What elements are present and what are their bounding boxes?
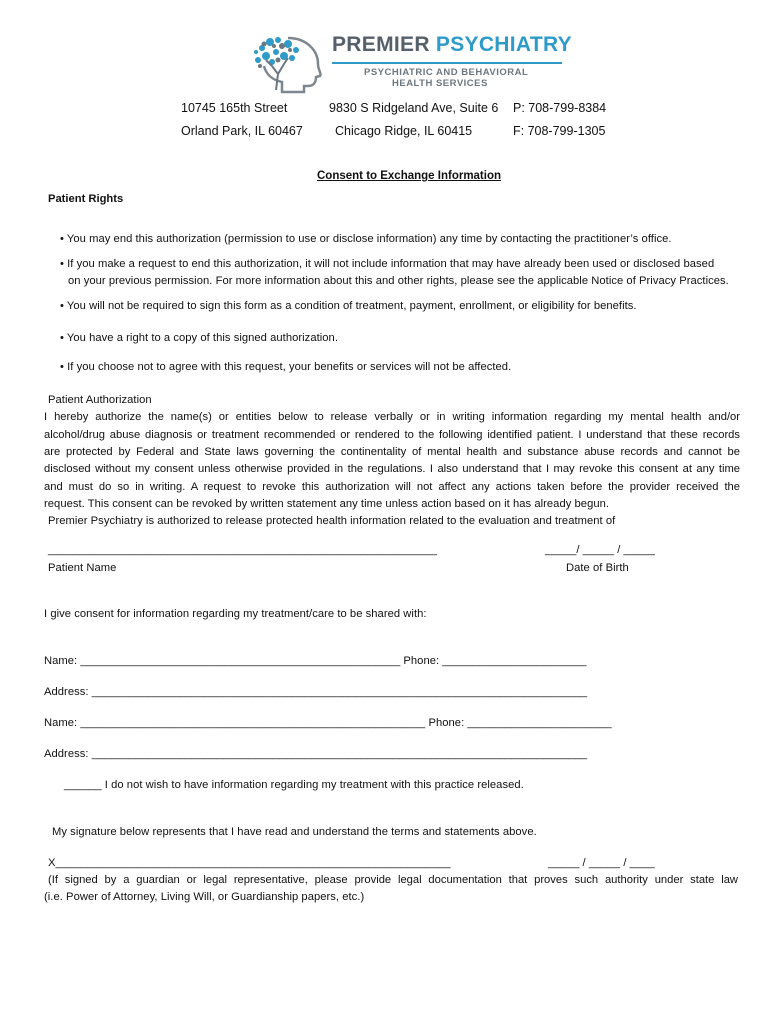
dob-label: Date of Birth bbox=[566, 562, 629, 574]
form-title: Consent to Exchange Information bbox=[317, 170, 502, 182]
recipient1-name-phone-field[interactable]: Name: ___________________________________________________ Phone: _______________________ bbox=[44, 655, 587, 667]
authorization-line: are protected by Federal and State laws governing the continentality of mental health and substance abuse records and cannot be bbox=[44, 446, 740, 458]
authorization-line: alcohol/drug abuse diagnosis or treatment recommended or rendered to the following identified patient. I understand that these records bbox=[44, 429, 740, 441]
right-item: • You have a right to a copy of this signed authorization. bbox=[60, 332, 338, 344]
tagline-line2: HEALTH SERVICES bbox=[392, 78, 488, 89]
office1-street: 10745 165th Street bbox=[181, 101, 288, 115]
release-statement: Premier Psychiatry is authorized to release protected health information related to the evaluation and treatment of bbox=[48, 515, 616, 527]
authorization-line: disclosed without my consent unless otherwise provided in the regulations. I also understand that I may revoke this consent at any time bbox=[44, 463, 740, 475]
opt-out-option[interactable]: ______ I do not wish to have information regarding my treatment with this practice released. bbox=[64, 779, 524, 791]
signature-field[interactable]: X_______________________________________________________________ bbox=[48, 857, 451, 869]
authorization-line: and must do so in writing. A request to revoke this authorization will not affect any actions taken before the provider received the bbox=[44, 481, 740, 493]
patient-rights-heading: Patient Rights bbox=[48, 193, 124, 205]
tagline-line1: PSYCHIATRIC AND BEHAVIORAL bbox=[364, 67, 529, 78]
tree-head-icon bbox=[248, 30, 328, 94]
office2-city: Chicago Ridge, IL 60415 bbox=[335, 124, 473, 138]
guardian-note: (If signed by a guardian or legal representative, please provide legal documentation that proves such authority under state law bbox=[48, 874, 738, 886]
patient-name-field[interactable]: ______________________________________________________________ bbox=[48, 544, 437, 556]
fax-number: F: 708-799-1305 bbox=[513, 124, 606, 138]
patient-name-label: Patient Name bbox=[48, 562, 117, 574]
authorization-line: request. This consent can be revoked by written statement any time unless action based on it has already begun. bbox=[44, 498, 610, 510]
office1-city: Orland Park, IL 60467 bbox=[181, 124, 303, 138]
brand-rule bbox=[332, 62, 562, 64]
authorization-heading: Patient Authorization bbox=[48, 394, 152, 406]
signature-statement: My signature below represents that I have read and understand the terms and statements above. bbox=[52, 826, 537, 838]
authorization-line: I hereby authorize the name(s) or entities below to release verbally or in writing information regarding my mental health and/or bbox=[44, 411, 740, 423]
right-item: • You may end this authorization (permission to use or disclose information) any time by contacting the practitioner’s office. bbox=[60, 233, 672, 245]
right-item: • You will not be required to sign this form as a condition of treatment, payment, enrollment, or eligibility for benefits. bbox=[60, 300, 637, 312]
office2-street: 9830 S Ridgeland Ave, Suite 6 bbox=[329, 101, 499, 115]
recipient1-address-field[interactable]: Address: _______________________________________________________________________________ bbox=[44, 686, 588, 698]
phone-number: P: 708-799-8384 bbox=[513, 101, 607, 115]
dob-field[interactable]: _____/ _____ / _____ bbox=[545, 544, 655, 556]
right-item: • If you choose not to agree with this request, your benefits or services will not be affected. bbox=[60, 361, 512, 373]
consent-statement: I give consent for information regarding my treatment/care to be shared with: bbox=[44, 608, 427, 620]
brand-name: PREMIER PSYCHIATRY bbox=[332, 33, 572, 56]
recipient2-address-field[interactable]: Address: _______________________________________________________________________________ bbox=[44, 748, 588, 760]
signature-date-field[interactable]: _____ / _____ / ____ bbox=[548, 857, 655, 869]
right-item: on your previous permission. For more information about this and other rights, please see the applicable Notice of Privacy Practices. bbox=[68, 275, 729, 287]
recipient2-name-phone-field[interactable]: Name: _______________________________________________________ Phone: _______________________ bbox=[44, 717, 612, 729]
right-item: • If you make a request to end this authorization, it will not include information that may have already been used or disclosed based bbox=[60, 258, 715, 270]
guardian-note: (i.e. Power of Attorney, Living Will, or Guardianship papers, etc.) bbox=[44, 891, 365, 903]
